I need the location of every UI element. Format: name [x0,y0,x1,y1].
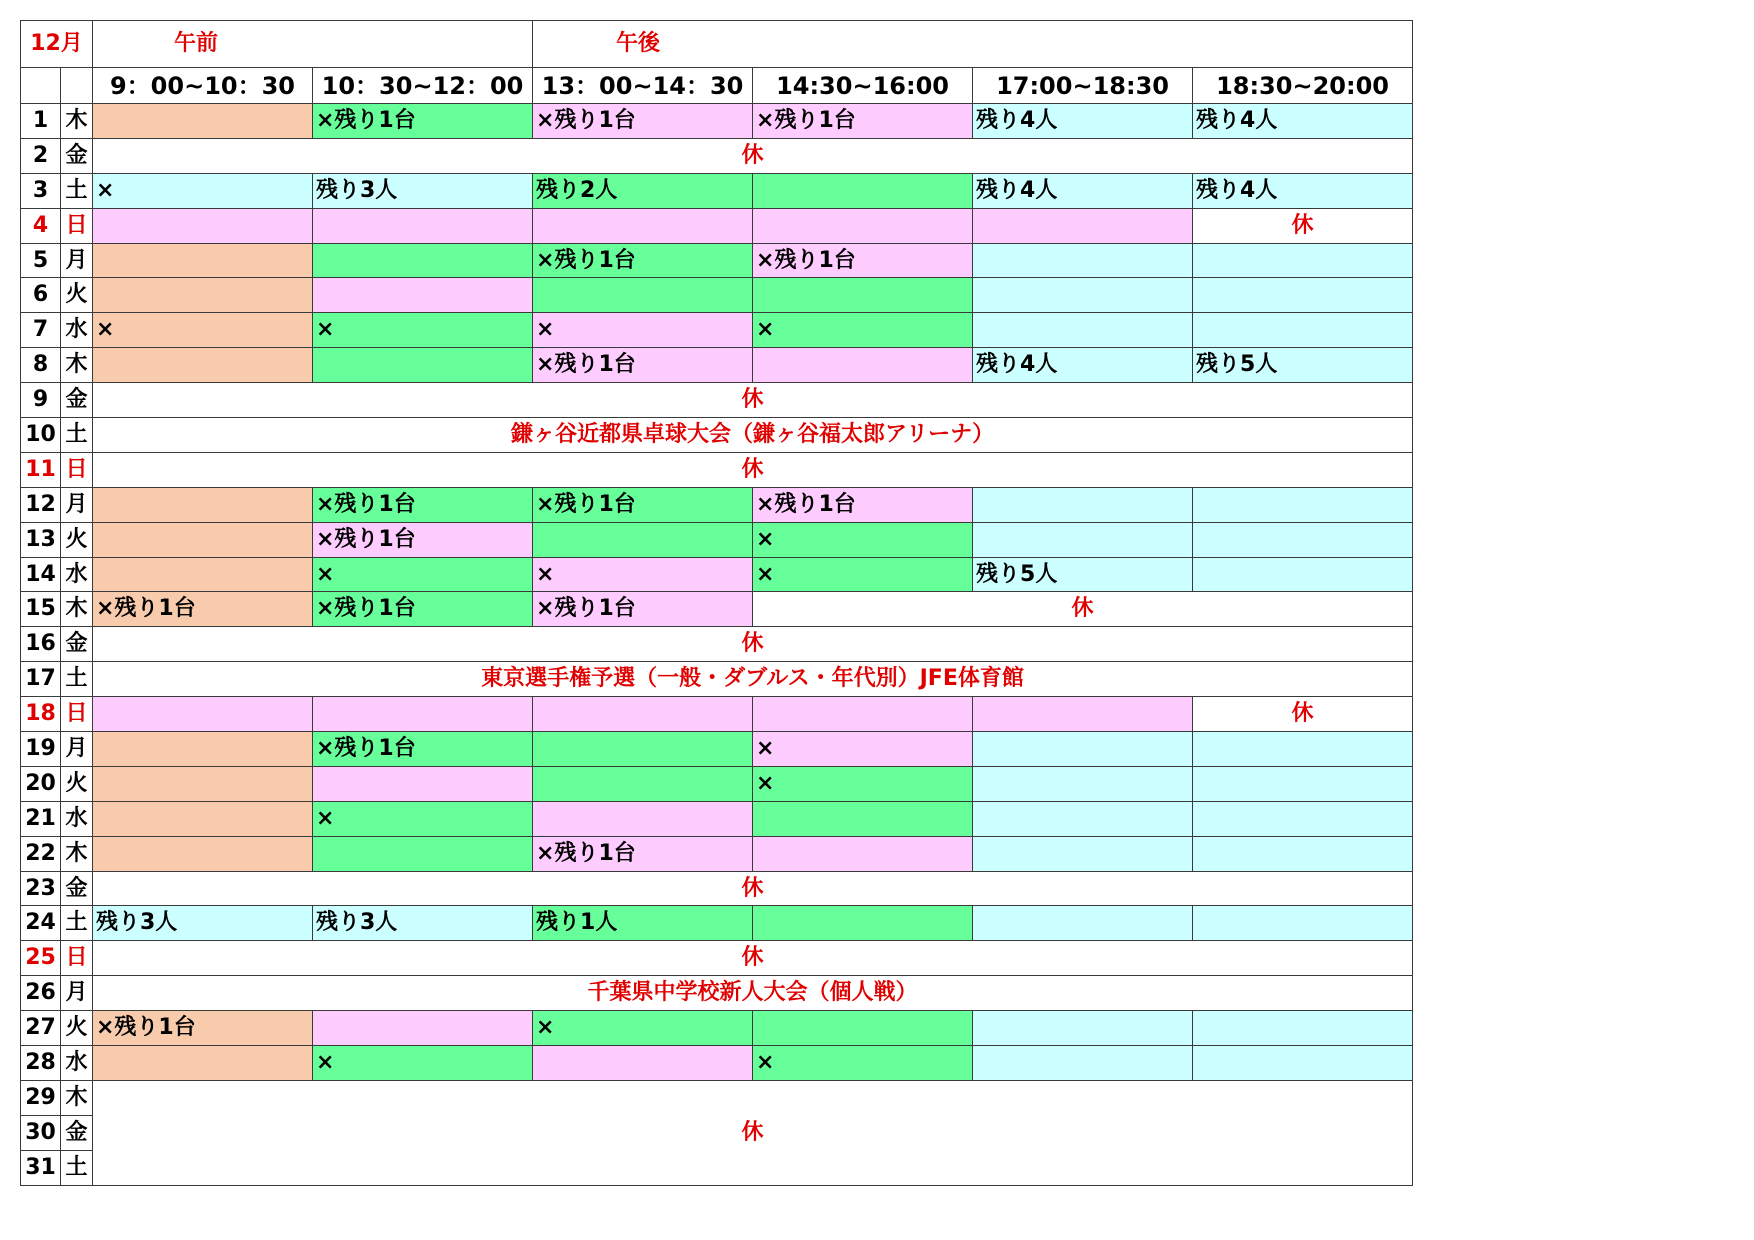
slot-cell [973,836,1193,871]
day-of-week: 土 [61,418,93,453]
pm-label: 午後 [616,31,661,56]
day-row [21,418,1413,453]
slot-cell [973,487,1193,522]
slot-cell [973,766,1193,801]
day-of-week: 水 [61,1046,93,1081]
slot-cell: 残り5人 [973,557,1193,592]
day-number: 23 [21,871,61,906]
slot-cell [1193,313,1413,348]
header-blank-dow [61,68,93,104]
slot-cell: 残り4人 [1193,104,1413,139]
slot-cell [973,278,1193,313]
day-row [21,383,1413,418]
day-of-week: 日 [61,452,93,487]
day-of-week: 火 [61,766,93,801]
day-row [21,522,1413,557]
slot-cell: ×残り1台 [533,487,753,522]
slot-cell [753,348,973,383]
slot-cell [973,522,1193,557]
slot-cell: ×残り1台 [93,592,313,627]
slot-cell: ×残り1台 [313,104,533,139]
slot-cell: × [93,313,313,348]
slot-cell [1193,243,1413,278]
am-period-header [93,21,533,68]
day-number: 20 [21,766,61,801]
day-number: 13 [21,522,61,557]
slot-cell [313,836,533,871]
slot-cell: × [753,557,973,592]
day-of-week: 月 [61,243,93,278]
slot-cell: ×残り1台 [313,487,533,522]
day-row [21,1011,1413,1046]
day-of-week: 日 [61,697,93,732]
slot-cell [1193,522,1413,557]
day-of-week: 木 [61,348,93,383]
slot-cell [973,801,1193,836]
slot-cell [313,278,533,313]
slot-cell: × [533,1011,753,1046]
day-number: 4 [21,208,61,243]
day-row [21,243,1413,278]
day-row [21,1046,1413,1081]
slot-cell: × [313,801,533,836]
time-slot-header: 10：30~12：00 [313,68,533,104]
slot-cell: 残り4人 [973,348,1193,383]
closed-cell: 休 [93,627,1413,662]
day-of-week: 木 [61,1080,93,1115]
day-row [21,138,1413,173]
header-blank-day [21,68,61,104]
slot-cell: × [753,522,973,557]
time-slot-header: 9：00~10：30 [93,68,313,104]
slot-cell [313,1011,533,1046]
slot-cell: 残り3人 [313,906,533,941]
day-number: 17 [21,662,61,697]
slot-cell [1193,487,1413,522]
day-of-week: 木 [61,104,93,139]
day-number: 7 [21,313,61,348]
day-of-week: 月 [61,732,93,767]
slot-cell [533,801,753,836]
day-row [21,452,1413,487]
slot-cell: ×残り1台 [753,243,973,278]
slot-cell: ×残り1台 [533,592,753,627]
day-of-week: 日 [61,208,93,243]
slot-cell [93,348,313,383]
slot-cell: × [313,557,533,592]
day-row [21,941,1413,976]
slot-cell: 残り4人 [973,173,1193,208]
slot-cell [753,836,973,871]
time-slot-header: 13：00~14：30 [533,68,753,104]
day-of-week: 火 [61,522,93,557]
slot-cell [533,278,753,313]
day-of-week: 火 [61,278,93,313]
day-number: 5 [21,243,61,278]
closed-cell: 休 [1193,697,1413,732]
slot-cell [93,487,313,522]
slot-cell: ×残り1台 [753,104,973,139]
day-number: 11 [21,452,61,487]
day-number: 26 [21,976,61,1011]
slot-cell [753,1011,973,1046]
slot-cell [1193,766,1413,801]
day-number: 27 [21,1011,61,1046]
slot-cell [533,208,753,243]
slot-cell [1193,732,1413,767]
slot-cell: 残り4人 [1193,173,1413,208]
day-of-week: 金 [61,1115,93,1150]
day-of-week: 月 [61,487,93,522]
closed-cell: 休 [1193,208,1413,243]
slot-cell: × [753,313,973,348]
slot-cell [1193,1011,1413,1046]
day-row [21,208,1413,243]
slot-cell [313,243,533,278]
day-of-week: 金 [61,383,93,418]
slot-cell: 残り5人 [1193,348,1413,383]
slot-cell [1193,801,1413,836]
day-of-week: 土 [61,906,93,941]
day-row [21,836,1413,871]
closed-cell: 休 [93,871,1413,906]
pm-period-header [533,21,1413,68]
day-row [21,801,1413,836]
slot-cell: ×残り1台 [533,836,753,871]
day-row [21,487,1413,522]
day-number: 30 [21,1115,61,1150]
slot-cell: 残り3人 [313,173,533,208]
time-slot-header: 18:30~20:00 [1193,68,1413,104]
slot-cell: ×残り1台 [533,104,753,139]
day-number: 2 [21,138,61,173]
slot-cell [93,104,313,139]
slot-cell [313,208,533,243]
day-number: 24 [21,906,61,941]
day-row [21,1080,1413,1115]
slot-cell [973,313,1193,348]
day-number: 21 [21,801,61,836]
time-slot-header: 14:30~16:00 [753,68,973,104]
day-row [21,278,1413,313]
month-label: 12月 [21,21,93,68]
slot-cell [753,173,973,208]
slot-cell [973,1046,1193,1081]
day-of-week: 金 [61,138,93,173]
slot-cell [93,243,313,278]
am-label: 午前 [174,31,219,56]
closed-cell: 休 [93,138,1413,173]
slot-cell [93,766,313,801]
day-number: 19 [21,732,61,767]
day-number: 31 [21,1150,61,1185]
slot-cell [973,697,1193,732]
slot-cell: ×残り1台 [753,487,973,522]
day-of-week: 水 [61,557,93,592]
slot-cell [93,801,313,836]
slot-cell: ×残り1台 [533,243,753,278]
day-of-week: 月 [61,976,93,1011]
slot-cell [973,243,1193,278]
day-row [21,592,1413,627]
slot-cell [973,208,1193,243]
slot-cell [93,836,313,871]
day-of-week: 木 [61,592,93,627]
slot-cell: ×残り1台 [313,732,533,767]
slot-cell [753,697,973,732]
header-row-period [21,21,1413,68]
slot-cell: × [533,313,753,348]
slot-cell: ×残り1台 [313,592,533,627]
slot-cell [93,208,313,243]
slot-cell: ×残り1台 [313,522,533,557]
time-slot-header: 17:00~18:30 [973,68,1193,104]
day-number: 15 [21,592,61,627]
closed-cell: 休 [93,941,1413,976]
day-number: 16 [21,627,61,662]
day-of-week: 火 [61,1011,93,1046]
day-row [21,173,1413,208]
slot-cell: × [753,732,973,767]
day-row [21,697,1413,732]
day-row [21,871,1413,906]
slot-cell: 残り4人 [973,104,1193,139]
slot-cell: × [313,313,533,348]
slot-cell: × [753,766,973,801]
slot-cell [533,697,753,732]
day-number: 18 [21,697,61,732]
event-cell: 鎌ヶ谷近都県卓球大会（鎌ヶ谷福太郎アリーナ） [93,418,1413,453]
slot-cell [973,1011,1193,1046]
slot-cell [753,278,973,313]
slot-cell: × [753,1046,973,1081]
slot-cell [93,697,313,732]
slot-cell: 残り3人 [93,906,313,941]
event-cell: 千葉県中学校新人大会（個人戦） [93,976,1413,1011]
day-row [21,557,1413,592]
day-number: 22 [21,836,61,871]
day-number: 3 [21,173,61,208]
day-of-week: 金 [61,627,93,662]
slot-cell [93,522,313,557]
slot-cell: × [533,557,753,592]
slot-cell [313,697,533,732]
closed-cell: 休 [93,1080,1413,1185]
day-row [21,976,1413,1011]
slot-cell [533,766,753,801]
day-of-week: 金 [61,871,93,906]
slot-cell [1193,557,1413,592]
slot-cell [533,1046,753,1081]
slot-cell [93,1046,313,1081]
day-number: 9 [21,383,61,418]
slot-cell [533,522,753,557]
day-row [21,662,1413,697]
closed-cell: 休 [93,383,1413,418]
schedule-table [20,20,1413,1186]
day-number: 10 [21,418,61,453]
day-of-week: 水 [61,801,93,836]
slot-cell [93,278,313,313]
slot-cell: 残り1人 [533,906,753,941]
slot-cell [753,906,973,941]
slot-cell [753,801,973,836]
day-number: 1 [21,104,61,139]
day-number: 12 [21,487,61,522]
day-row [21,766,1413,801]
slot-cell [1193,836,1413,871]
slot-cell [753,208,973,243]
slot-cell [313,766,533,801]
day-row [21,627,1413,662]
slot-cell: × [313,1046,533,1081]
day-number: 14 [21,557,61,592]
slot-cell: ×残り1台 [93,1011,313,1046]
day-row [21,313,1413,348]
slot-cell [973,906,1193,941]
day-number: 28 [21,1046,61,1081]
slot-cell: ×残り1台 [533,348,753,383]
slot-cell: × [93,173,313,208]
slot-cell [1193,1046,1413,1081]
closed-cell: 休 [753,592,1413,627]
slot-cell [1193,278,1413,313]
day-row [21,348,1413,383]
day-row [21,906,1413,941]
header-row-times [21,68,1413,104]
closed-cell: 休 [93,452,1413,487]
slot-cell [1193,906,1413,941]
day-of-week: 水 [61,313,93,348]
slot-cell [93,557,313,592]
day-row [21,104,1413,139]
day-number: 25 [21,941,61,976]
day-of-week: 木 [61,836,93,871]
day-number: 29 [21,1080,61,1115]
day-of-week: 土 [61,662,93,697]
slot-cell [93,732,313,767]
day-of-week: 土 [61,173,93,208]
slot-cell [973,732,1193,767]
slot-cell [533,732,753,767]
day-of-week: 土 [61,1150,93,1185]
slot-cell: 残り2人 [533,173,753,208]
slot-cell [313,348,533,383]
event-cell: 東京選手権予選（一般・ダブルス・年代別）JFE体育館 [93,662,1413,697]
day-number: 8 [21,348,61,383]
day-row [21,732,1413,767]
day-number: 6 [21,278,61,313]
day-of-week: 日 [61,941,93,976]
